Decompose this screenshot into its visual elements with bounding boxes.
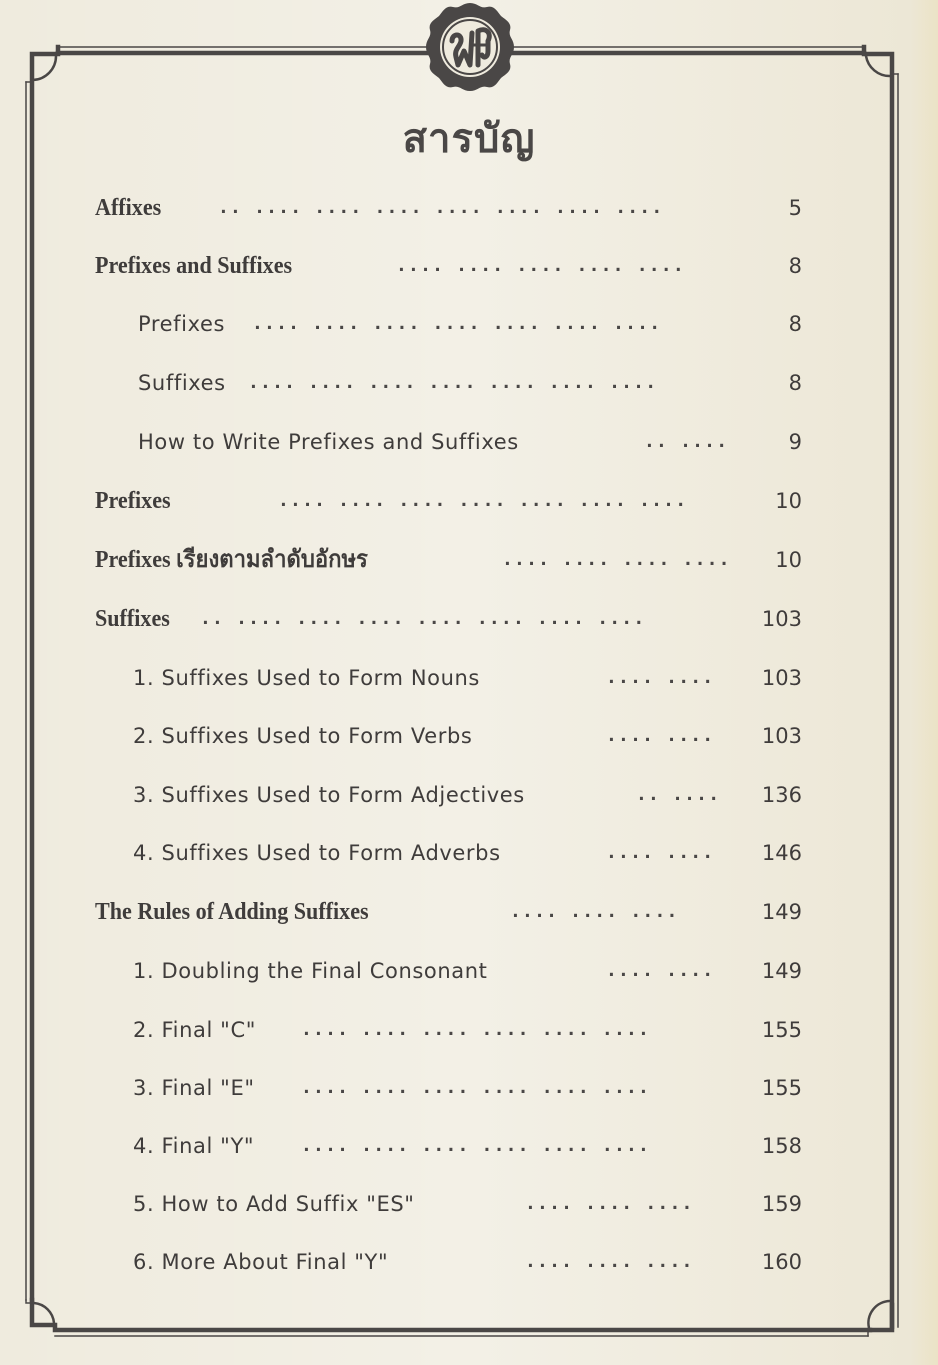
toc-dot-leader: .... .... .... [525,1251,694,1272]
corner-ornament-top-right [866,56,890,76]
toc-entry[interactable] [0,602,938,636]
toc-dot-leader: .... .... [606,842,715,863]
toc-page-number: 103 [761,666,802,690]
toc-page-number: 158 [761,1134,802,1158]
toc-dot-leader: .... .... .... .... .... [396,255,685,276]
toc-page-number: 5 [788,196,802,220]
toc-dot-leader: .... .... .... .... .... .... [301,1019,651,1040]
corner-ornament-top-left [33,56,56,80]
toc-page-number: 8 [788,254,802,278]
toc-page-number: 146 [761,841,802,865]
toc-entry-title: Prefixes เรียงตามลำดับอักษร [95,547,368,573]
toc-dot-leader: .... .... .... .... .... .... .... [248,372,658,393]
toc-dot-leader: .... .... [606,960,715,981]
toc-page-number: 103 [761,724,802,748]
toc-entry-title: 6. More About Final "Y" [133,1250,389,1274]
toc-entry[interactable] [0,719,938,753]
toc-dot-leader: .... .... .... [510,901,679,922]
toc-page-number: 8 [788,312,802,336]
toc-entry-title: Prefixes [138,312,226,336]
toc-entry[interactable] [0,1013,938,1047]
corner-ornament-bottom-right [868,1301,890,1328]
toc-dot-leader: .... .... .... .... .... .... .... [278,490,688,511]
toc-entry[interactable] [0,425,938,459]
page-title: สารบัญ [402,116,536,162]
toc-entry-title: Prefixes [95,488,171,514]
toc-entry[interactable] [0,1129,938,1163]
toc-entry[interactable] [0,1071,938,1105]
toc-dot-leader: .... .... .... .... .... .... [301,1135,651,1156]
toc-page-number: 160 [761,1250,802,1274]
corner-ornament-bottom-left [34,1303,54,1323]
toc-entry-title: 5. How to Add Suffix "ES" [133,1192,415,1216]
toc-page-number: 159 [761,1192,802,1216]
toc-entry-title: 2. Final "C" [133,1018,256,1042]
toc-entry[interactable] [0,1187,938,1221]
toc-entry[interactable] [0,249,938,283]
publisher-emblem-icon [422,2,518,92]
toc-dot-leader: .... .... .... .... .... .... [301,1077,651,1098]
toc-entry-title: Suffixes [95,606,170,632]
toc-page-number: 103 [761,607,802,631]
toc-entry[interactable] [0,954,938,988]
toc-entry-title: Suffixes [138,371,226,395]
toc-entry-title: 3. Final "E" [133,1076,255,1100]
toc-entry[interactable] [0,1245,938,1279]
toc-entry[interactable] [0,307,938,341]
toc-dot-leader: .... .... [606,667,715,688]
toc-entry[interactable] [0,661,938,695]
toc-entry[interactable] [0,836,938,870]
toc-entry-title: 1. Suffixes Used to Form Nouns [133,666,480,690]
toc-entry[interactable] [0,543,938,577]
toc-dot-leader: .... .... .... .... .... .... .... [252,313,662,334]
toc-entry-title: Prefixes and Suffixes [95,253,293,279]
toc-entry[interactable] [0,191,938,225]
toc-dot-leader: .... .... .... [525,1193,694,1214]
toc-entry-title: How to Write Prefixes and Suffixes [138,430,519,454]
frame-bottom-line [32,1300,870,1330]
toc-dot-leader: .... .... .... .... [502,549,731,570]
toc-dot-leader: .. .... .... .... .... .... .... .... [218,197,664,218]
toc-entry-title: Affixes [95,195,162,221]
toc-entry-title: The Rules of Adding Suffixes [95,899,369,925]
toc-page-number: 10 [775,489,802,513]
toc-page-number: 155 [761,1076,802,1100]
publisher-emblem [422,2,518,92]
toc-entry-title: 4. Suffixes Used to Form Adverbs [133,841,501,865]
toc-page-number: 149 [761,959,802,983]
toc-entry-title: 3. Suffixes Used to Form Adjectives [133,783,525,807]
toc-entry-title: 2. Suffixes Used to Form Verbs [133,724,473,748]
toc-dot-leader: .... .... [606,725,715,746]
toc-page-number: 9 [788,430,802,454]
toc-entry[interactable] [0,778,938,812]
toc-page-number: 8 [788,371,802,395]
toc-page-number: 10 [775,548,802,572]
toc-dot-leader: .. .... [636,784,721,805]
toc-entry-title: 1. Doubling the Final Consonant [133,959,488,983]
toc-dot-leader: .. .... [644,431,729,452]
toc-page-number: 155 [761,1018,802,1042]
toc-entry-title: 4. Final "Y" [133,1134,255,1158]
toc-page-number: 149 [761,900,802,924]
toc-entry[interactable] [0,484,938,518]
toc-dot-leader: .. .... .... .... .... .... .... .... [200,608,646,629]
toc-entry[interactable] [0,895,938,929]
toc-entry[interactable] [0,366,938,400]
toc-page-number: 136 [761,783,802,807]
